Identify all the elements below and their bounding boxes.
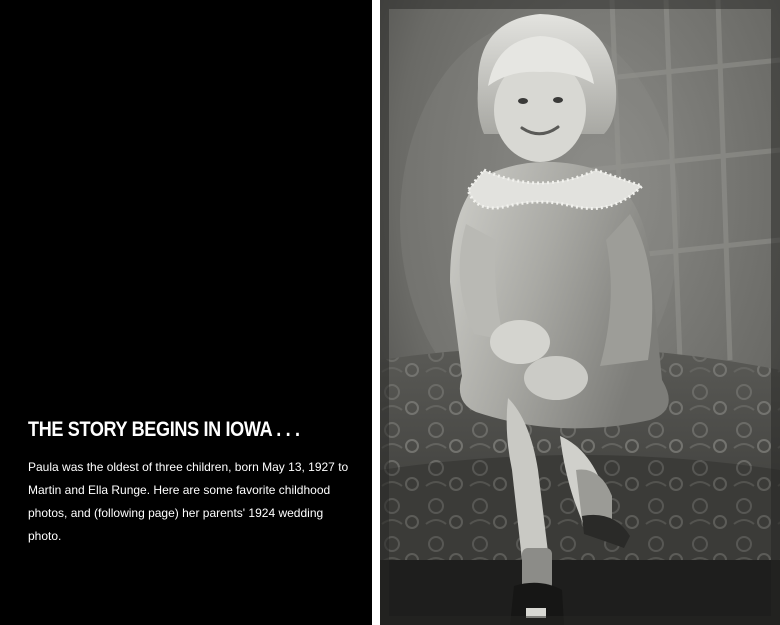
child-portrait-image xyxy=(380,0,780,625)
text-panel xyxy=(0,0,372,625)
childhood-photo xyxy=(380,0,780,625)
story-paragraph: Paula was the oldest of three children, born May 13, 1927 to Martin and Ella Runge. Here are some favorite childhood photos, and (following page) her parents' 1924 wedding photo. xyxy=(28,460,349,543)
story-heading: THE STORY BEGINS IN IOWA . . . xyxy=(28,418,300,441)
